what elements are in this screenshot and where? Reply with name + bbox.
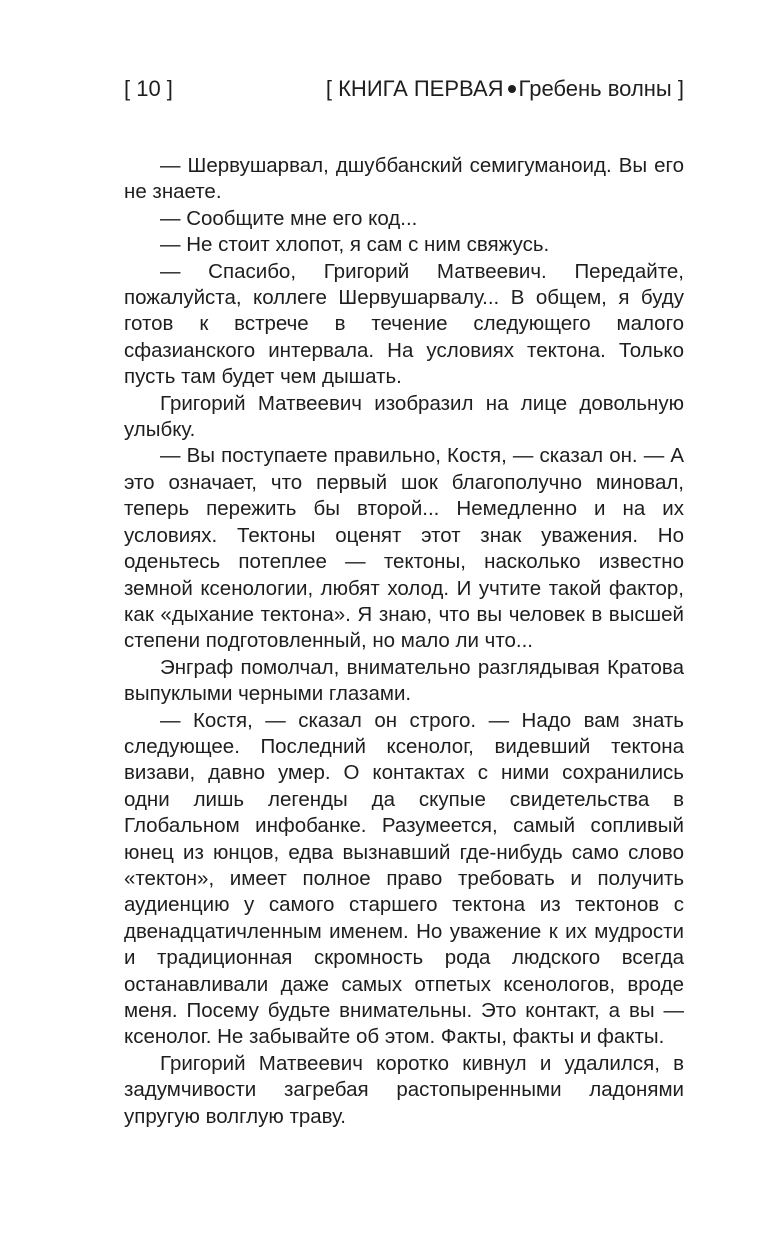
paragraph: — Шервушарвал, дшуббанский семигуманоид. Вы его не знаете. xyxy=(124,154,684,204)
running-header xyxy=(124,74,684,104)
paragraph: Григорий Матвеевич коротко кивнул и удалился, в задумчивости загребая растопыренными ладонями упругую волглую траву. xyxy=(124,1051,684,1128)
bullet-separator xyxy=(508,85,516,93)
paragraph: — Спасибо, Григорий Матвеевич. Передайте, пожалуйста, коллеге Шервушарвалу... В общем, я буду готов к встрече в течение следующего малого сфазианского интервала. На условиях тектона. Только пусть там будет чем дышать. xyxy=(124,259,684,389)
bracket-open: [ xyxy=(325,76,332,101)
book-label: КНИГА ПЕРВАЯ xyxy=(338,76,504,101)
chapter-title: Гребень волны xyxy=(518,76,672,101)
paragraph: — Вы поступаете правильно, Костя, — сказал он. — А это означает, что первый шок благополучно миновал, теперь пережить бы второй... Немедленно и на их условиях. Тектоны оценят этот знак уважения. Но оденьтесь потеплее — тектоны, насколько известно земной ксенологии, любят холод. И учтите такой фактор, как «дыхание тектона». Я знаю, что вы человек в высшей степени подготовленный, но мало ли что... xyxy=(124,444,684,653)
page-number: [ 10 ] xyxy=(124,76,173,101)
body-text xyxy=(124,153,684,1130)
paragraph: Григорий Матвеевич изобразил на лице довольную улыбку. xyxy=(124,391,684,442)
running-title xyxy=(326,74,684,104)
paragraph: Энграф помолчал, внимательно разглядывая Кратова выпуклыми черными глазами. xyxy=(124,655,684,706)
paragraph: — Сообщите мне его код... xyxy=(160,206,418,230)
bracket-close: ] xyxy=(677,76,684,101)
paragraph: — Костя, — сказал он строго. — Надо вам знать следующее. Последний ксенолог, видевший тектона визави, давно умер. О контактах с ними сохранились одни лишь легенды да скупые свидетельства в Глобальном инфобанке. Разумеется, самый сопливый юнец из юнцов, едва вызнавший где-нибудь само слово «тектон», имеет полное право требовать и получить аудиенцию у самого старшего тектона из тектонов с двенадцатичленным именем. Но уважение к их мудрости и традиционная скромность рода людского всегда останавливали даже самых отпетых ксенологов, вроде меня. Посему будьте внимательны. Это контакт, а вы — ксенолог. Не забывайте об этом. Факты, факты и факты. xyxy=(124,708,684,1049)
paragraph: — Не стоит хлопот, я сам с ним свяжусь. xyxy=(160,233,550,257)
